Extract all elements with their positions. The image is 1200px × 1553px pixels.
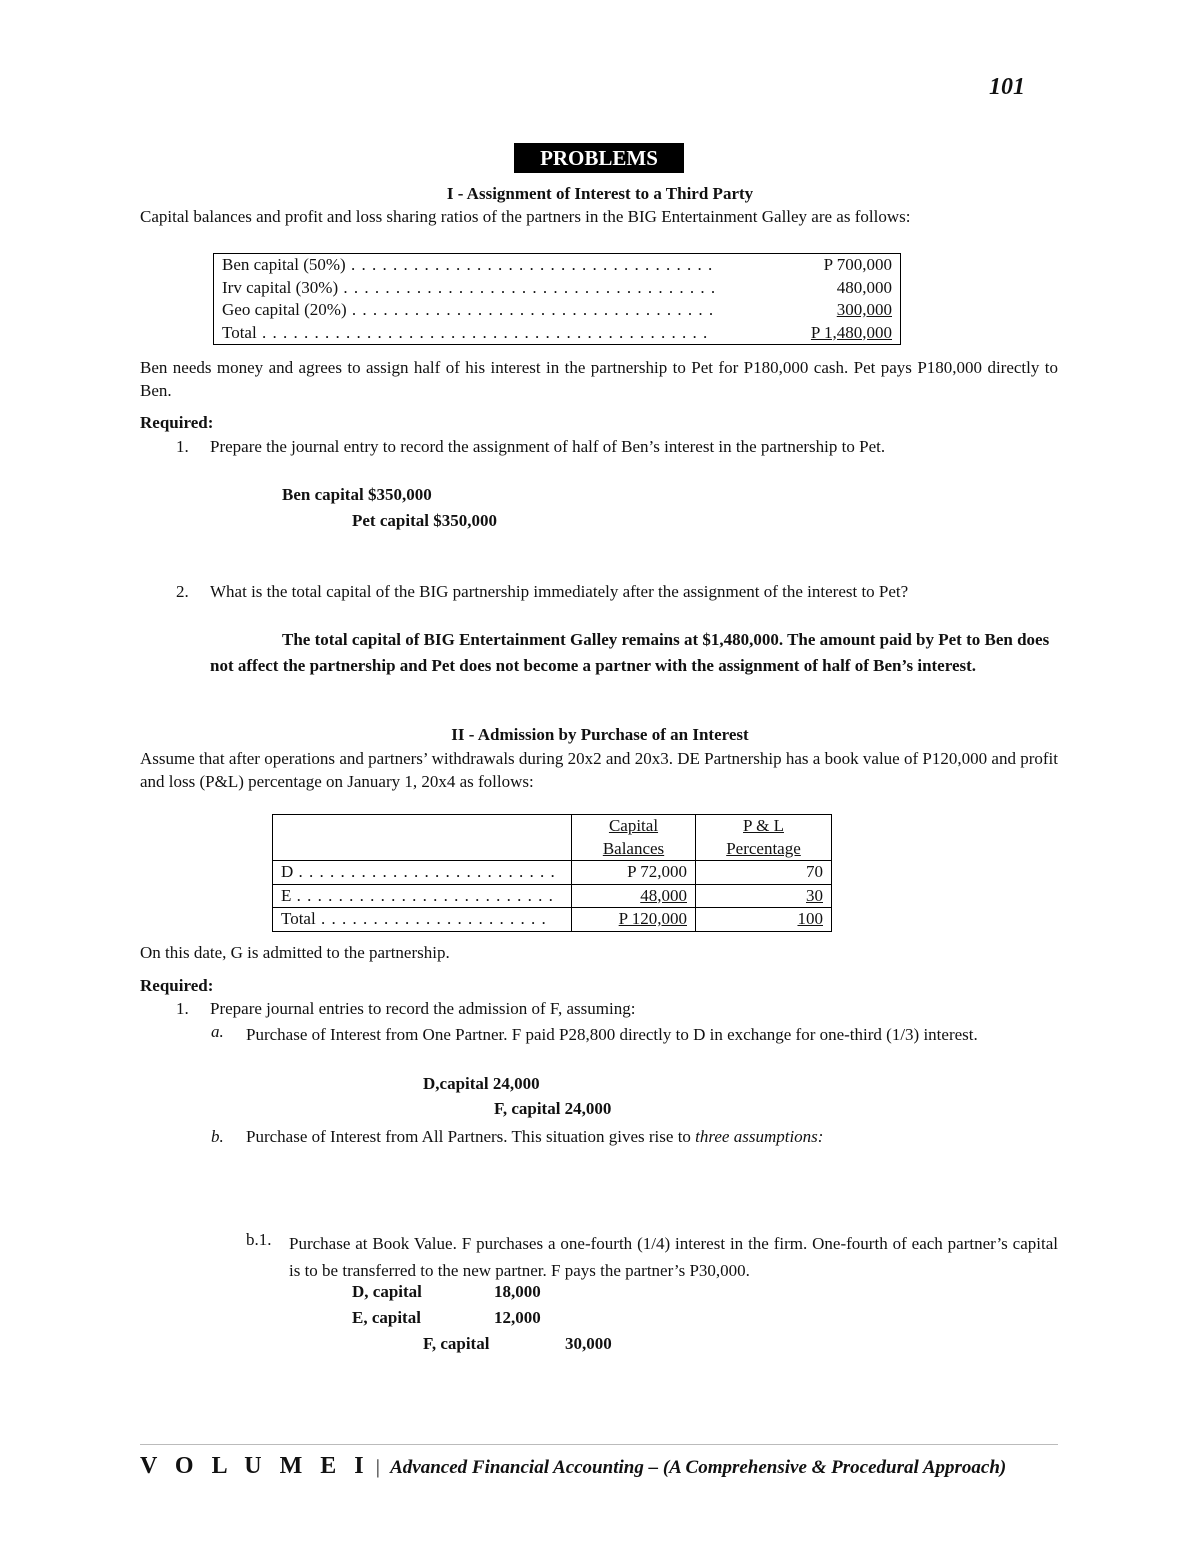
leader-dots: . . . . . . . . . . . . . . . . . . . . . . . . . . . . . . . . . . . . — [338, 277, 717, 297]
section2-intro: Assume that after operations and partners’ withdrawals during 20x2 and 20x3. DE Partnership has a book value of P120,000 and profit and loss (P&L) percentage on January 1, 20x4 as follows: — [140, 749, 1058, 791]
row-amount: P 1,480,000 — [810, 322, 892, 342]
required-label: Required: — [140, 976, 214, 995]
table-row — [214, 299, 901, 322]
leader-dots: . . . . . . . . . . . . . . . . . . . . . . . . . — [291, 885, 554, 905]
item-text-b1: Purchase at Book Value. F purchases a one-fourth (1/4) interest in the firm. One-fourth of each partner’s capital is to be transferred to the new partner. F pays the partner’s P30,000. — [289, 1234, 1058, 1280]
capital-balances-table — [213, 253, 901, 345]
entry-account: F, capital — [423, 1334, 490, 1353]
journal-credit: F, capital 24,000 — [494, 1099, 612, 1118]
leader-dots: . . . . . . . . . . . . . . . . . . . . . . . . . . . . . . . . . . . — [345, 255, 714, 274]
item-label-b1: b.1. — [246, 1230, 272, 1249]
entry-amount: 30,000 — [565, 1334, 612, 1353]
row-label: D — [281, 862, 294, 881]
question-number: 2. — [176, 582, 189, 601]
leader-dots: . . . . . . . . . . . . . . . . . . . . . . . . . . . . . . . . . . . . . . . . . . . — [256, 322, 709, 342]
question-number: 1. — [176, 437, 189, 456]
entry-account: E, capital — [352, 1308, 421, 1327]
journal-credit: Pet capital $350,000 — [352, 511, 497, 530]
row-capital: P 120,000 — [618, 909, 687, 928]
required-label: Required: — [140, 413, 214, 432]
section2-title: II - Admission by Purchase of an Interest — [451, 725, 749, 744]
leader-dots: . . . . . . . . . . . . . . . . . . . . . . — [315, 909, 547, 928]
table-row — [214, 322, 901, 345]
footer-book-title: Advanced Financial Accounting – (A Comprehensive & Procedural Approach) — [390, 1457, 1007, 1478]
row-label: Total — [281, 909, 316, 928]
table-row — [273, 908, 832, 932]
row-label: Geo capital (20%) — [222, 300, 347, 319]
entry-account: D, capital — [352, 1282, 422, 1301]
entry-amount: 18,000 — [494, 1282, 541, 1301]
row-pl: 30 — [806, 885, 823, 905]
leader-dots: . . . . . . . . . . . . . . . . . . . . . . . . . — [293, 862, 556, 881]
footer-volume: V O L U M E I — [140, 1453, 370, 1479]
leader-dots: . . . . . . . . . . . . . . . . . . . . . . . . . . . . . . . . . . . — [346, 300, 715, 319]
header-capital: Capital — [608, 816, 659, 835]
row-capital: 48,000 — [640, 885, 687, 905]
row-label: Total — [222, 322, 257, 342]
question-number: 1. — [176, 999, 189, 1018]
row-amount: 480,000 — [836, 277, 892, 297]
row-pl: 100 — [797, 909, 823, 928]
row-amount: 300,000 — [836, 300, 892, 319]
entry-amount: 12,000 — [494, 1308, 541, 1327]
row-label: E — [281, 885, 292, 905]
problems-banner: PROBLEMS — [514, 143, 684, 173]
item-text-b: Purchase of Interest from All Partners. This situation gives rise to three assumptions: — [246, 1127, 824, 1146]
admission-note: On this date, G is admitted to the partnership. — [140, 943, 450, 962]
journal-debit: D,capital 24,000 — [423, 1074, 540, 1093]
question-text: Prepare journal entries to record the admission of F, assuming: — [210, 999, 636, 1018]
row-amount: P 700,000 — [823, 255, 892, 274]
section1-title: I - Assignment of Interest to a Third Party — [446, 184, 754, 203]
journal-debit: Ben capital $350,000 — [282, 485, 432, 504]
question-text: What is the total capital of the BIG partnership immediately after the assignment of the interest to Pet? — [210, 582, 909, 601]
item-text-a: Purchase of Interest from One Partner. F paid P28,800 directly to D in exchange for one-third (1/3) interest. — [246, 1025, 978, 1044]
row-label: Irv capital (30%) — [222, 277, 339, 297]
section1-narrative: Ben needs money and agrees to assign half of his interest in the partnership to Pet for P180,000 cash. Pet pays P180,000 directly to Ben. — [140, 358, 1058, 400]
footer-divider — [140, 1444, 1058, 1445]
row-pl: 70 — [696, 861, 832, 885]
table-header-row — [273, 815, 832, 861]
section1-intro: Capital balances and profit and loss sharing ratios of the partners in the BIG Entertainment Galley are as follows: — [140, 207, 911, 226]
item-label-b: b. — [211, 1127, 224, 1146]
answer-text: The total capital of BIG Entertainment Galley remains at $1,480,000. The amount paid by Pet to Ben does not affect the partnership and Pet does not become a partner with the assignment of half of Ben’s interest. — [210, 630, 1050, 675]
row-capital: P 72,000 — [572, 861, 696, 885]
table-row — [214, 277, 901, 300]
page-number: 101 — [989, 74, 1025, 100]
row-label: Ben capital (50%) — [222, 255, 346, 274]
question-text: Prepare the journal entry to record the assignment of half of Ben’s interest in the partnership to Pet. — [210, 437, 886, 456]
header-pl: P & L — [743, 816, 784, 835]
header-balances: Balances — [602, 838, 665, 858]
item-label-a: a. — [211, 1022, 224, 1041]
footer — [140, 1453, 1006, 1480]
table-row — [273, 861, 832, 885]
partnership-table — [272, 814, 832, 932]
header-percentage: Percentage — [726, 838, 801, 858]
table-row — [214, 254, 901, 277]
footer-separator: | — [375, 1456, 380, 1478]
table-row — [273, 884, 832, 908]
